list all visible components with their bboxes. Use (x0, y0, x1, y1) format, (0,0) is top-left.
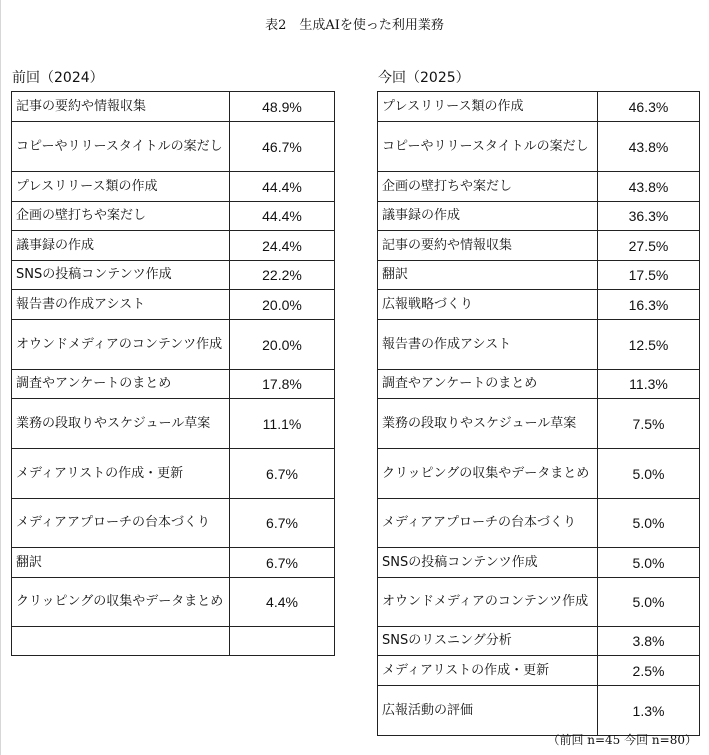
task-cell: コピーやリリースタイトルの案だし (378, 122, 598, 172)
table-row (12, 92, 335, 122)
percentage-cell: 36.3% (598, 202, 700, 231)
task-cell: メディアアプローチの台本づくり (12, 499, 230, 548)
table-row (12, 320, 335, 370)
table-row (378, 122, 700, 172)
percentage-cell: 44.4% (230, 172, 335, 202)
table-row (12, 499, 335, 548)
task-cell: クリッピングの収集やデータまとめ (12, 578, 230, 627)
percentage-cell: 5.0% (598, 449, 700, 499)
task-cell: プレスリリース類の作成 (378, 92, 598, 122)
percentage-cell: 16.3% (598, 290, 700, 320)
percentage-cell: 46.7% (230, 122, 335, 172)
percentage-cell: 6.7% (230, 499, 335, 548)
task-cell: コピーやリリースタイトルの案だし (12, 122, 230, 172)
task-cell: 広報戦略づくり (378, 290, 598, 320)
table-row (378, 92, 700, 122)
table-row (378, 686, 700, 736)
task-cell: 調査やアンケートのまとめ (378, 370, 598, 399)
percentage-cell: 1.3% (598, 686, 700, 736)
percentage-cell: 12.5% (598, 320, 700, 370)
task-cell: 企画の壁打ちや案だし (12, 202, 230, 231)
table-row (12, 399, 335, 449)
sample-size-note: （前回 n=45 今回 n=80） (547, 733, 697, 747)
table-row (12, 231, 335, 261)
percentage-cell (230, 627, 335, 656)
percentage-cell: 17.8% (230, 370, 335, 399)
task-cell (12, 627, 230, 656)
task-cell: 企画の壁打ちや案だし (378, 172, 598, 202)
percentage-cell: 22.2% (230, 261, 335, 290)
percentage-cell: 11.3% (598, 370, 700, 399)
table-row (378, 578, 700, 627)
percentage-cell: 44.4% (230, 202, 335, 231)
percentage-cell: 6.7% (230, 548, 335, 578)
task-cell: オウンドメディアのコンテンツ作成 (12, 320, 230, 370)
percentage-cell: 43.8% (598, 122, 700, 172)
task-cell: 報告書の作成アシスト (12, 290, 230, 320)
percentage-cell: 4.4% (230, 578, 335, 627)
percentage-cell: 5.0% (598, 499, 700, 548)
task-cell: SNSのリスニング分析 (378, 627, 598, 656)
task-cell: SNSの投稿コンテンツ作成 (12, 261, 230, 290)
percentage-cell: 3.8% (598, 627, 700, 656)
task-cell: 報告書の作成アシスト (378, 320, 598, 370)
table-row (378, 231, 700, 261)
table-row (12, 370, 335, 399)
percentage-cell: 43.8% (598, 172, 700, 202)
percentage-cell: 5.0% (598, 548, 700, 578)
table-row (378, 499, 700, 548)
percentage-cell: 2.5% (598, 656, 700, 686)
percentage-cell: 20.0% (230, 320, 335, 370)
table-row (378, 449, 700, 499)
table-row (378, 320, 700, 370)
table-row (12, 122, 335, 172)
task-cell: 議事録の作成 (378, 202, 598, 231)
percentage-cell: 27.5% (598, 231, 700, 261)
table-row (378, 290, 700, 320)
current-table (377, 91, 700, 736)
percentage-cell: 46.3% (598, 92, 700, 122)
percentage-cell: 11.1% (230, 399, 335, 449)
table-row (378, 548, 700, 578)
percentage-cell: 5.0% (598, 578, 700, 627)
task-cell: SNSの投稿コンテンツ作成 (378, 548, 598, 578)
percentage-cell: 6.7% (230, 449, 335, 499)
table-row (378, 656, 700, 686)
table-row (12, 202, 335, 231)
current-heading: 今回（2025） (378, 70, 470, 86)
table-row (378, 172, 700, 202)
task-cell: 翻訳 (12, 548, 230, 578)
previous-heading: 前回（2024） (12, 70, 104, 86)
task-cell: メディアアプローチの台本づくり (378, 499, 598, 548)
task-cell: 調査やアンケートのまとめ (12, 370, 230, 399)
task-cell: 記事の要約や情報収集 (12, 92, 230, 122)
task-cell: クリッピングの収集やデータまとめ (378, 449, 598, 499)
percentage-cell: 7.5% (598, 399, 700, 449)
task-cell: メディアリストの作成・更新 (378, 656, 598, 686)
task-cell: 業務の段取りやスケジュール草案 (378, 399, 598, 449)
percentage-cell: 24.4% (230, 231, 335, 261)
percentage-cell: 17.5% (598, 261, 700, 290)
task-cell: オウンドメディアのコンテンツ作成 (378, 578, 598, 627)
table-row (378, 261, 700, 290)
task-cell: 翻訳 (378, 261, 598, 290)
table-row (378, 627, 700, 656)
table-row (378, 370, 700, 399)
task-cell: 記事の要約や情報収集 (378, 231, 598, 261)
table-row (12, 172, 335, 202)
task-cell: プレスリリース類の作成 (12, 172, 230, 202)
page-left-border (0, 0, 1, 755)
task-cell: 議事録の作成 (12, 231, 230, 261)
table-title: 表2 生成AIを使った利用業務 (265, 18, 444, 33)
table-row (12, 548, 335, 578)
task-cell: 広報活動の評価 (378, 686, 598, 736)
table-row (12, 627, 335, 656)
table-row (12, 449, 335, 499)
task-cell: メディアリストの作成・更新 (12, 449, 230, 499)
table-row (12, 290, 335, 320)
previous-table (11, 91, 335, 656)
percentage-cell: 20.0% (230, 290, 335, 320)
table-row (378, 399, 700, 449)
table-row (12, 261, 335, 290)
table-row (378, 202, 700, 231)
table-row (12, 578, 335, 627)
percentage-cell: 48.9% (230, 92, 335, 122)
task-cell: 業務の段取りやスケジュール草案 (12, 399, 230, 449)
